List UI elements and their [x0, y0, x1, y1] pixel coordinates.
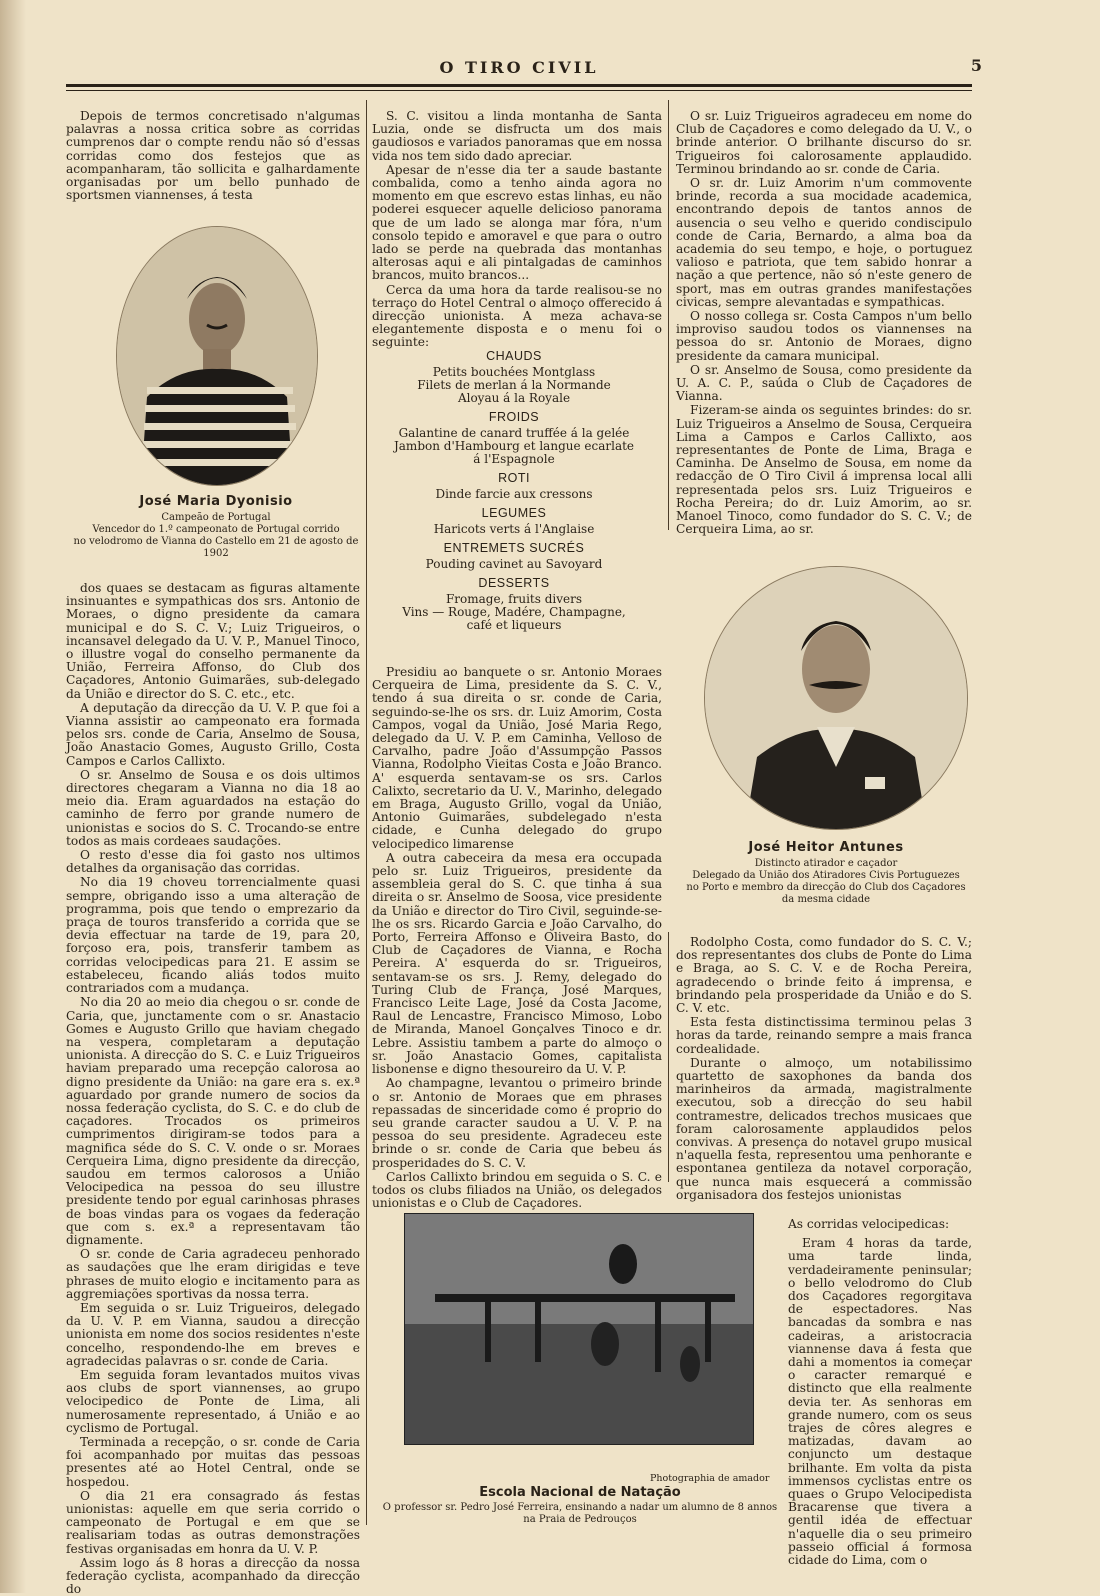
menu-item: á l'Espagnole [473, 452, 555, 466]
col3-intro [676, 110, 972, 537]
menu-item: Pouding cavinet au Savoyard [425, 557, 603, 571]
portrait1-name: José Maria Dyonisio [139, 494, 293, 509]
col3-races [788, 1218, 972, 1567]
menu-item: Filets de merlan á la Normande [417, 378, 611, 392]
col1-paragraph: Terminada a recepção, o sr. conde de Caria foi acompanhado por muitas das pessoas presentes até ao Hotel Central, onde se hospedou. [66, 1435, 360, 1489]
menu-item: Galantine de canard truffée á la gelée [398, 426, 630, 440]
col1-paragraph: Em seguida o sr. Luiz Trigueiros, delegado da U. V. P. em Vianna, saudou a direcção unionista em nome dos socios residentes n'este concelho, respondendo-lhe em breves e agradecidas palavras o sr. conde de Caria. [66, 1300, 360, 1368]
col1-paragraph: Em seguida foram levantados muitos vivas aos clubs de sport viannenses, ao grupo velocipedico de Ponte de Lima, ali numerosamente representado, á União e ao cyclismo de Portugal. [66, 1367, 360, 1435]
races-paragraph: Eram 4 horas da tarde, uma tarde linda, verdadeiramente peninsular; o bello velodromo do Club dos Caçadores regorgitava de espectadores. Nas bancadas da sombra e nas cadeiras, a aristocracia viannense dava á festa que dahi a momentos ia começar o caracter remarqué e distincto que ella realmente devia ter. As senhoras em grande numero, com os seus trajes de côres alegres e matizadas, davam ao conjuncto um destaque brilhante. Em volta da pista immensos cyclistas entre os quaes o Grupo Velocipedista Bracarense que tivera a gentil idéa de effectuar n'aquelle dia o seu primeiro passeio official á formosa cidade do Lima, com o [788, 1236, 972, 1568]
col2-paragraph: A outra cabeceira da mesa era occupada pelo sr. Luiz Trigueiros, presidente da assembleia geral do S. C. que tinha á sua direita o sr. Anselmo de Soosa, vice presidente da União e director do Tiro Civil, seguinde-se-lhe os srs. Ricardo Garcia e João Carvalho, do Porto, Ferreira Affonso e Oliveira Basto, do Club de Caçadores de Vianna, e Rocha Pereira. A' esquerda do sr. Trigueiros, sentavam-se os srs. J. Remy, delegado do Turing Club de França, José Marques, Francisco Leite Lage, José da Costa Jacome, Raul de Lencastre, Francisco Mimoso, Lobo de Miranda, Manoel Gonçalves Tinoco e dr. Lebre. Assistiu tambem a parte do almoço o sr. João Anastacio Gomes, capitalista lisbonense e digno thesoureiro da U. V. P. [372, 850, 662, 1077]
col1-intro [66, 110, 360, 202]
races-heading: As corridas velocipedicas: [788, 1217, 950, 1231]
col1-paragraph: No dia 19 choveu torrencialmente quasi sempre, obrigando isso a uma alteração de programma, pois que tendo o emprezario da praça de touros transferido a corrida que se devia effectuar na tarde de 19, para 20, forçoso era, pois, transferir tambem as corridas velocipedicas para 21. E assim se estabeleceu, ficando aliás todos muito contrariados com a mudança. [66, 875, 360, 996]
menu-item: Aloyau á la Royale [457, 391, 571, 405]
cyclist-photo [117, 227, 317, 485]
menu-section-heading: DESSERTS [478, 576, 550, 590]
col1-paragraph: O resto d'esse dia foi gasto nos ultimos detalhes da organisação das corridas. [66, 848, 360, 876]
portrait1-caption [66, 496, 366, 560]
photo-caption [382, 1487, 778, 1526]
portrait1-caption-line: no velodromo de Vianna do Castello em 21 de agosto de 1902 [73, 536, 359, 559]
portrait2-caption-line: Delegado da União dos Atiradores Civis Portuguezes [692, 870, 960, 881]
col3-paragraph: O sr. dr. Luiz Amorim n'um commovente brinde, recorda a sua mocidade academica, encontrando depois de tantos annos de ausencia o seu velho e querido condiscipulo conde de Caria, Bernardo, a alma boa da academia do seu tempo, e hoje, o portuguez valioso e patriota, que tem sabido honrar a nação a que pertence, não só n'este genero de sport, mas em outras grandes manifestações civicas, sempre alevantadas e sympathicas. [676, 176, 972, 309]
portrait-jose-heitor-antunes [704, 566, 968, 830]
col3-paragraph: Esta festa distinctissima terminou pelas 3 horas da tarde, reinando sempre a mais franca cordealidade. [676, 1015, 972, 1056]
col2-body [372, 666, 662, 1210]
menu-section-heading: LEGUMES [481, 506, 547, 520]
portrait2-caption-line: Distincto atirador e caçador [754, 858, 898, 869]
menu-item: Jambon d'Hambourg et langue ecarlate [393, 439, 635, 453]
col2-paragraph: S. C. visitou a linda montanha de Santa Luzia, onde se disfructa um dos mais gaudiosos e variados panoramas que em nossa vida nos tem sido dado apreciar. [372, 109, 662, 163]
photo-caption-line: na Praia de Pedrouços [523, 1514, 637, 1525]
portrait2-caption-line: no Porto e membro da direcção do Club dos Caçadores [686, 882, 966, 893]
column-divider [668, 932, 669, 1182]
portrait2-name: José Heitor Antunes [748, 840, 904, 855]
masthead-rule-thin [66, 90, 972, 91]
page-number: 5 [970, 56, 982, 75]
col2-paragraph: Carlos Callixto brindou em seguida o S. C. e todos os clubs filiados na União, os delegados unionistas e o Club de Caçadores. [372, 1169, 662, 1211]
menu-item: café et liqueurs [466, 618, 562, 632]
banquet-menu [368, 344, 660, 632]
col2-paragraph: Cerca da uma hora da tarde realisou-se no terraço do Hotel Central o almoço offerecido á direcção unionista. A meza achava-se elegantemente disposta e o menu foi o seguinte: [372, 282, 662, 350]
menu-section-heading: FROIDS [488, 410, 540, 424]
swimming-school-photo [404, 1213, 754, 1445]
col3-body [676, 936, 972, 1202]
menu-item: Dinde farcie aux cressons [435, 487, 593, 501]
col2-paragraph: Ao champagne, levantou o primeiro brinde o sr. Antonio de Moraes que em phrases repassadas de sinceridade como é proprio do seu grande caracter saudou a U. V. P. na pessoa do seu presidente. Agradeceu este brinde o sr. conde de Caria que bebeu ás prosperidades do S. C. V. [372, 1076, 662, 1170]
col1-paragraph: Assim logo ás 8 horas a direcção da nossa federação cyclista, acompanhado da direcção do [66, 1555, 360, 1596]
col3-paragraph: Durante o almoço, um notabilissimo quartetto de saxophones da banda dos marinheiros da armada, magistralmente executou, sob a direcção do seu habil contramestre, delicados trechos musicaes que foram calorosamente applaudidos pelos convivas. A presença do notavel grupo musical n'aquella festa, representou uma penhorante e espontanea gentileza da notavel corporação, que nunca mais esquecerá a commissão organisadora dos festejos unionistas [676, 1055, 972, 1202]
menu-section-heading: CHAUDS [486, 349, 542, 363]
portrait-jose-maria-dyonisio [116, 226, 318, 486]
menu-item: Petits bouchées Montglass [432, 365, 596, 379]
portrait2-caption [676, 842, 976, 906]
menu-item: Vins — Rouge, Madére, Champagne, [402, 605, 626, 619]
photo-title: Escola Nacional de Natação [479, 1485, 681, 1500]
col3-paragraph: Fizeram-se ainda os seguintes brindes: do sr. Luiz Trigueiros a Anselmo de Sousa, Cerqueira Lima a Campos e Carlos Callixto, aos representantes de Ponte de Lima, Braga e Caminha. De Anselmo de Sousa, em nome da redacção de O Tiro Civil á imprensa local alli representada pelos srs. Luiz Trigueiros e Rocha Pereira; do dr. Luiz Amorim, ao sr. Manoel Tinoco, como fundador do S. C. V.; de Cerqueira Lima, ao sr. [676, 403, 972, 537]
newspaper-title: O TIRO CIVIL [439, 58, 599, 77]
portrait1-caption-line: Campeão de Portugal [161, 512, 271, 523]
menu-item: Fromage, fruits divers [445, 592, 583, 606]
column-divider [668, 100, 669, 530]
col3-paragraph: O nosso collega sr. Costa Campos n'um bello improviso saudou todos os viannenses na pessoa do sr. Antonio de Moraes, digno presidente da camara municipal. [676, 309, 972, 363]
col1-paragraph: O sr. Anselmo de Sousa e os dois ultimos directores chegaram a Vianna no dia 18 ao meio dia. Eram aguardados na estação do caminho de ferro por grande numero de unionistas e socios do S. C. Trocando-se entre todos as mais cordeaes saudações. [66, 767, 360, 848]
col2-intro [372, 110, 662, 350]
col1-paragraph: No dia 20 ao meio dia chegou o sr. conde de Caria, que, junctamente com o sr. Anastacio Gomes e Augusto Grillo que haviam chegado na vespera, completaram a deputação unionista. A direcção do S. C. e Luiz Trigueiros haviam preparado uma recepção calorosa ao digno presidente da União: na gare era s. ex.ª aguardado por grande numero de socios da nossa federação cyclista, do S. C. e do club de caçadores. Trocados os primeiros cumprimentos dirigiram-se todos para a magnifica séde do S. C. V. onde o sr. Moraes Cerqueira Lima, digno presidente da direcção, saudou em termos calorosos a União Velocipedica na pessoa do seu illustre presidente tendo por egual carinhosas phrases de boas vindas para os vogaes da federação que com s. ex.ª a representavam tão dignamente. [66, 995, 360, 1247]
col3-paragraph: Rodolpho Costa, como fundador do S. C. V.; dos representantes dos clubs de Ponte do Lima e Braga, ao S. C. V. e de Rocha Pereira, agradecendo o brinde feito á imprensa, e brindando pela prosperidade da União e do S. C. V. etc. [676, 935, 972, 1016]
col2-paragraph: Presidiu ao banquete o sr. Antonio Moraes Cerqueira de Lima, presidente da S. C. V., tendo á sua direita o sr. conde de Caria, seguindo-se-lhe os srs. dr. Luiz Amorim, Costa Campos, vogal da União, José Maria Rego, delegado da U. V. P. em Caminha, Velloso de Carvalho, padre João d'Assumpção Passos Vianna, Rodolpho Vieitas Costa e João Branco. A' esquerda sentavam-se os srs. Carlos Calixto, secretario da U. V., Marinho, delegado em Braga, Augusto Grillo, vogal da União, Antonio Guimarães, subdelegado n'esta cidade, e Cunha delegado do grupo velocipedico limarense [372, 665, 662, 851]
page-edge-shadow [0, 0, 26, 1593]
col1-paragraph: A deputação da direcção da U. V. P. que foi a Vianna assistir ao campeonato era formada pelos srs. conde de Caria, Anselmo de Sousa, João Anastacio Gomes, Augusto Grillo, Costa Campos e Carlos Callixto. [66, 700, 360, 768]
photo-credit: Photographia de amador [650, 1473, 770, 1484]
col1-intro-paragraph: Depois de termos concretisado n'algumas palavras a nossa critica sobre as corridas cumprenos dar o compte rendu não só d'essas corridas como dos festejos que as acompanharam, tão sollicita e galhardamente organisadas por um bello punhado de sportsmen viannenses, á testa [66, 109, 360, 203]
masthead [66, 56, 982, 77]
photo-caption-line: O professor sr. Pedro José Ferreira, ensinando a nadar um alumno de 8 annos [382, 1502, 778, 1513]
column-divider [366, 100, 367, 1525]
masthead-rule-thick [66, 84, 972, 87]
gentleman-photo [705, 567, 967, 829]
menu-section-heading: ENTREMETS SUCRÉS [443, 541, 585, 555]
menu-item: Haricots verts á l'Anglaise [433, 522, 595, 536]
col1-paragraph: dos quaes se destacam as figuras altamente insinuantes e sympathicas dos srs. Antonio de Moraes, o digno presidente da camara municipal e do S. C. V.; Luiz Trigueiros, o incansavel delegado da U. V. P., Manuel Tinoco, o illustre vogal do conselho permanente da União, Ferreira Affonso, do Club dos Caçadores, Antonio Guimarães, sub-delegado da União e director do S. C. etc., etc. [66, 581, 360, 701]
portrait1-caption-line: Vencedor do 1.º campeonato de Portugal corrido [92, 524, 340, 535]
portrait2-caption-line: da mesma cidade [781, 894, 871, 905]
col1-body [66, 582, 360, 1596]
swimming-photo-image [405, 1214, 753, 1444]
col1-paragraph: O sr. conde de Caria agradeceu penhorado as saudações que lhe eram dirigidas e teve phrases de muito elogio e incitamento para as aggremiações sportivas da nossa terra. [66, 1247, 360, 1301]
menu-section-heading: ROTI [498, 471, 530, 485]
col1-paragraph: O dia 21 era consagrado ás festas unionistas: aquelle em que seria corrido o campeonato de Portugal e em que se realisariam todas as outras demonstrações festivas organisadas em honra da U. V. P. [66, 1488, 360, 1556]
col2-paragraph: Apesar de n'esse dia ter a saude bastante combalida, como a tenho ainda agora no momento em que escrevo estas linhas, eu não poderei esquecer aquelle delicioso panorama que de um lado se alonga mar fóra, n'um consolo tepido e amoravel e que para o outro lado se perde na quebrada das montanhas alterosas aqui e ali pintalgadas de caminhos brancos, muito brancos... [372, 162, 662, 283]
col3-paragraph: O sr. Luiz Trigueiros agradeceu em nome do Club de Caçadores e como delegado da U. V., o brinde anterior. O brilhante discurso do sr. Trigueiros foi calorosamente applaudido. Terminou brindando ao sr. conde de Caria. [676, 109, 972, 176]
col3-paragraph: O sr. Anselmo de Sousa, como presidente da U. A. C. P., saúda o Club de Caçadores de Vianna. [676, 362, 972, 404]
